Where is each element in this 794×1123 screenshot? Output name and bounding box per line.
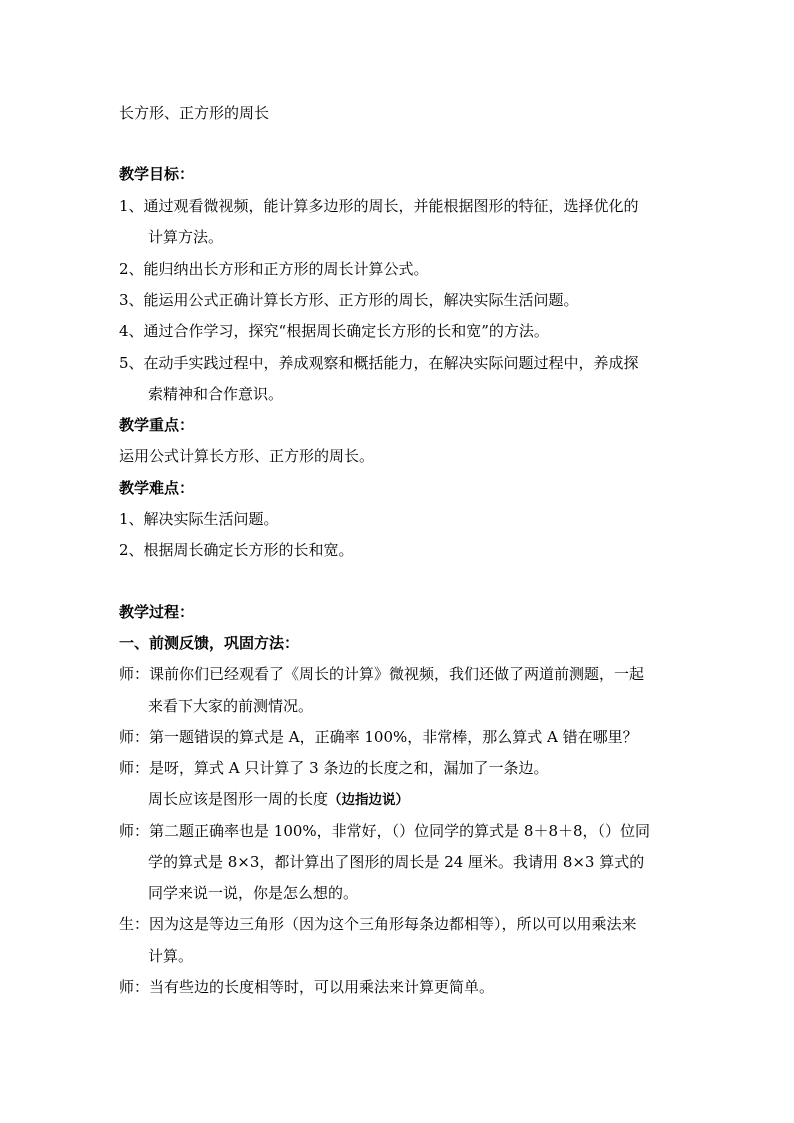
process-line-8: 同学来说一说，你是怎么想的。: [148, 884, 359, 902]
objective-item-1: 1、通过观看微视频，能计算多边形的周长，并能根据图形的特征，选择优化的: [119, 197, 639, 215]
process-line-9: 生：因为这是等边三角形（因为这个三角形每条边都相等），所以可以用乘法来: [119, 915, 637, 933]
document-title: 长方形、正方形的周长: [119, 104, 270, 122]
process-line-5: [148, 789, 409, 810]
process-line-1: 师：课前你们已经观看了《周长的计算》微视频，我们还做了两道前测题，一起: [119, 665, 645, 683]
process-section1-heading: 一、前测反馈，巩固方法：: [119, 634, 300, 652]
difficult-point-heading: 教学难点：: [119, 479, 195, 497]
objective-item-1-cont: 计算方法。: [148, 228, 224, 246]
difficult-point-item-1: 1、解决实际生活问题。: [119, 510, 279, 528]
difficult-point-item-2: 2、根据周长确定长方形的长和宽。: [119, 541, 354, 559]
objective-item-3: 3、能运用公式正确计算长方形、正方形的周长，解决实际生活问题。: [119, 291, 579, 309]
process-line-11: 师：当有些边的长度相等时，可以用乘法来计算更简单。: [119, 978, 495, 996]
process-line-5-note: （边指边说）: [328, 792, 410, 808]
objective-item-5-cont: 索精神和合作意识。: [148, 385, 284, 403]
objectives-heading: 教学目标：: [119, 165, 195, 183]
process-line-3: 师：第一题错误的算式是 A，正确率 100%，非常棒，那么算式 A 错在哪里？: [119, 728, 638, 746]
process-line-10: 计算。: [148, 947, 194, 965]
objective-item-4: 4、通过合作学习，探究“根据周长确定长方形的长和宽”的方法。: [119, 322, 549, 340]
process-heading: 教学过程：: [119, 603, 195, 621]
key-point-text: 运用公式计算长方形、正方形的周长。: [119, 447, 375, 465]
process-line-4: 师：是呀，算式 A 只计算了 3 条边的长度之和，漏加了一条边。: [119, 759, 549, 777]
objective-item-2: 2、能归纳出长方形和正方形的周长计算公式。: [119, 260, 429, 278]
objective-item-5: 5、在动手实践过程中，养成观察和概括能力，在解决实际问题过程中，养成探: [119, 354, 639, 372]
key-point-heading: 教学重点：: [119, 416, 195, 434]
process-line-7: 学的算式是 8×3，都计算出了图形的周长是 24 厘米。我请用 8×3 算式的: [148, 853, 645, 871]
process-line-2: 来看下大家的前测情况。: [148, 697, 314, 715]
process-line-5-text: 周长应该是图形一周的长度: [148, 790, 329, 808]
process-line-6: 师：第二题正确率也是 100%，非常好，（）位同学的算式是 8＋8＋8，（）位同: [119, 822, 651, 840]
